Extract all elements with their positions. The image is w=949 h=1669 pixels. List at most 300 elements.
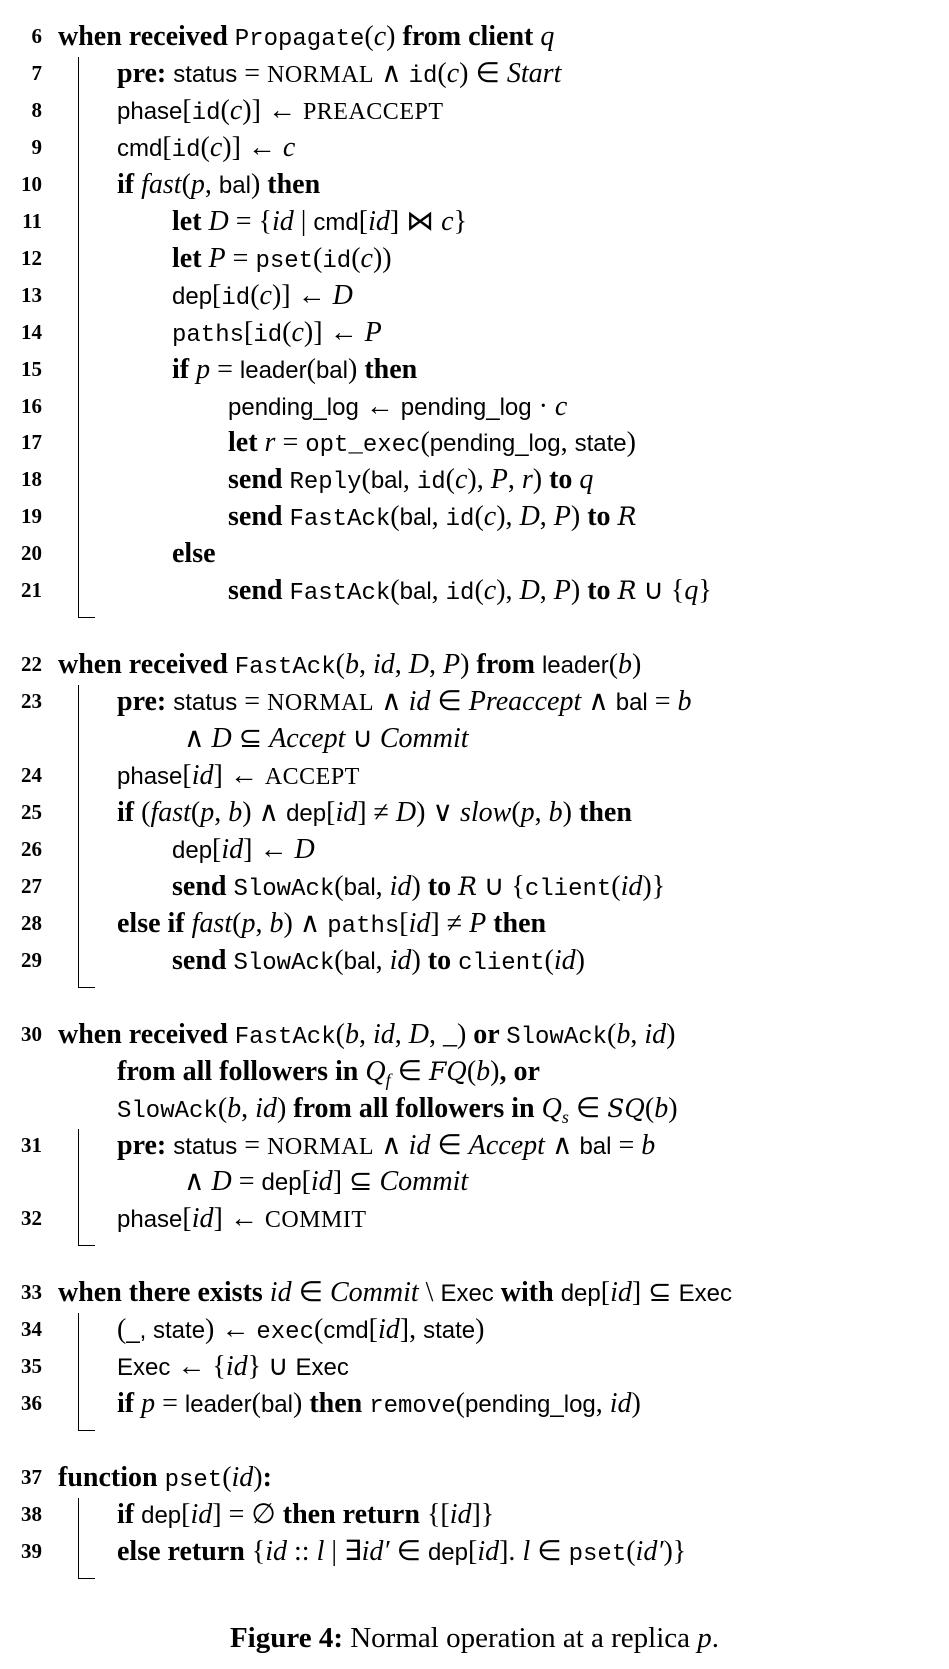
code-token: P	[208, 242, 226, 274]
code-token: ∪ {	[476, 870, 525, 902]
line-number: 14	[21, 319, 42, 344]
code-token: ),	[496, 501, 520, 533]
code-token: ] ←	[213, 1203, 265, 1235]
line-code	[58, 646, 641, 686]
code-token: ) ∨	[416, 796, 460, 828]
code-token: p	[190, 168, 205, 200]
code-token: id	[445, 506, 475, 534]
code-token: D	[211, 1166, 232, 1198]
code-token: b	[641, 1129, 656, 1161]
code-token: ∈	[389, 1535, 428, 1567]
code-token: )	[666, 1018, 676, 1050]
code-token: FastAck	[289, 506, 391, 534]
code-token: pset	[568, 1540, 627, 1568]
line-number: 39	[21, 1538, 42, 1563]
line-number: 27	[21, 873, 42, 898]
code-token: (	[335, 1018, 345, 1050]
code-token: (	[420, 427, 430, 459]
code-token: then	[309, 1388, 370, 1420]
code-token: c	[360, 242, 373, 274]
code-token: )	[411, 944, 428, 976]
code-token: )	[668, 1092, 678, 1124]
line-number: 36	[21, 1391, 42, 1416]
code-token: bal	[260, 1391, 293, 1419]
line-code	[117, 1200, 367, 1239]
code-token: ,	[241, 1092, 256, 1124]
code-token: Propagate	[234, 26, 365, 53]
line-number: 15	[21, 356, 42, 381]
code-token: c	[209, 131, 223, 163]
code-token: Q	[541, 1092, 562, 1124]
line-number: 25	[21, 799, 42, 824]
code-token: Commit	[329, 1277, 419, 1309]
code-token: ] ≠	[430, 907, 470, 939]
code-token: id	[265, 1535, 288, 1567]
code-token: R	[617, 576, 637, 606]
code-token: c	[291, 316, 304, 348]
line-code	[172, 535, 216, 572]
code-token: (	[222, 1462, 232, 1494]
code-token: ].	[499, 1535, 523, 1567]
line-code	[228, 424, 636, 464]
code-token: [	[212, 833, 222, 865]
code-token: ,	[539, 575, 554, 607]
code-token: to	[587, 501, 618, 533]
code-token: ,	[539, 501, 554, 533]
code-token: ∈	[568, 1092, 608, 1124]
code-token: ,	[534, 796, 549, 828]
code-token: ,	[630, 1018, 645, 1050]
code-token: {	[251, 1535, 266, 1567]
line-number: 38	[21, 1502, 42, 1526]
caption-label: Figure 4:	[229, 1622, 343, 1654]
code-token: =	[225, 242, 256, 274]
line-number: 28	[21, 910, 42, 935]
code-token: id	[335, 796, 358, 828]
code-token: ) ∈	[459, 57, 507, 89]
code-token: (	[351, 242, 361, 274]
code-token: id	[221, 284, 251, 312]
code-token: then return	[282, 1499, 427, 1530]
code-token: id	[553, 944, 576, 976]
code-token: ,	[375, 944, 390, 976]
code-token: ∧	[184, 723, 212, 755]
code-token: ) ∧	[283, 907, 328, 939]
code-token: )	[490, 1055, 500, 1087]
line-code	[117, 55, 561, 95]
code-token: leader	[239, 356, 307, 384]
code-token: ),	[496, 575, 520, 607]
code-token: s	[561, 1106, 569, 1127]
code-token: leader	[184, 1391, 252, 1419]
code-token: let	[172, 205, 209, 237]
block-bracket	[78, 1129, 95, 1247]
code-token: Commit	[379, 1166, 469, 1198]
block-bracket	[78, 1313, 95, 1431]
code-token: Q	[365, 1055, 386, 1087]
code-token: when received	[58, 21, 235, 52]
line-code	[172, 314, 382, 354]
code-token: (	[306, 353, 316, 385]
code-token: =	[237, 1129, 268, 1161]
code-token: = {	[228, 205, 272, 237]
code-token: else if	[117, 907, 192, 939]
code-token: FastAck	[234, 654, 336, 682]
code-token: ],	[399, 1314, 424, 1346]
line-number: 13	[21, 282, 42, 307]
code-token: (	[220, 94, 230, 126]
code-token: bal	[399, 578, 432, 606]
code-token: P	[490, 464, 508, 496]
code-token: id	[408, 907, 431, 939]
line-code	[117, 757, 360, 796]
line-code	[117, 905, 546, 945]
code-token: , _)	[428, 1018, 474, 1050]
code-token: D	[519, 501, 540, 533]
code-token: c	[554, 390, 568, 422]
code-token: dep	[261, 1169, 302, 1197]
code-token: q	[540, 21, 555, 52]
code-token: id	[191, 1203, 214, 1235]
code-token: phase	[117, 97, 183, 125]
code-token: ∪	[345, 723, 380, 755]
line-number: 23	[21, 689, 42, 714]
code-token: then	[267, 168, 321, 200]
code-token: send	[228, 501, 290, 533]
code-token: FQ	[428, 1056, 467, 1086]
code-token: id	[377, 1314, 400, 1346]
code-token: ] ⊆	[332, 1166, 380, 1198]
code-token: ∧	[374, 57, 409, 89]
code-token: b	[548, 796, 563, 828]
code-token: phase	[117, 1206, 183, 1234]
code-token: P	[553, 575, 571, 607]
code-token: id	[445, 580, 475, 608]
code-token: id	[389, 870, 412, 902]
line-code	[58, 1459, 272, 1499]
code-token: SQ	[607, 1093, 645, 1123]
code-token: id	[191, 99, 221, 127]
code-token: (	[217, 1092, 228, 1124]
code-token: SlowAck	[117, 1097, 218, 1125]
code-token: ,	[204, 168, 219, 200]
code-token: from all followers in	[117, 1055, 366, 1087]
line-code	[172, 868, 665, 908]
code-token: )	[570, 501, 588, 533]
code-token: id	[221, 833, 244, 865]
code-token: ,	[375, 870, 390, 902]
code-token: if	[117, 168, 142, 200]
code-token: id	[322, 247, 352, 275]
code-token: (	[455, 1388, 465, 1420]
code-token: from all followers in	[293, 1092, 542, 1124]
code-token: ] ⋈	[389, 205, 442, 237]
code-token: (	[474, 501, 484, 533]
code-token: NORMAL	[267, 61, 375, 88]
code-token: }	[453, 205, 468, 237]
code-token: id	[225, 1351, 248, 1383]
code-token: [	[600, 1277, 611, 1309]
code-token: q	[579, 464, 594, 496]
line-code	[58, 1274, 732, 1312]
code-token: state	[574, 430, 627, 458]
line-code	[117, 1348, 349, 1386]
code-token: Start	[506, 57, 562, 89]
code-token: =	[237, 686, 268, 718]
code-token: Accept	[269, 723, 346, 755]
code-token: ,	[428, 649, 443, 681]
code-token: ) ∧	[242, 796, 287, 828]
code-token: =	[611, 1129, 642, 1161]
code-token: c	[373, 21, 387, 52]
code-token: D	[395, 796, 417, 828]
caption-end: .	[711, 1622, 720, 1654]
code-token: [	[468, 1535, 478, 1567]
code-token: dep	[172, 282, 213, 310]
code-token: D	[408, 1018, 429, 1050]
line-code	[117, 1311, 484, 1351]
code-token: P	[364, 316, 382, 348]
line-code	[117, 1127, 655, 1166]
code-token: )] ←	[303, 316, 365, 348]
code-token: \	[418, 1277, 441, 1309]
line-number: 12	[21, 245, 42, 270]
line-code	[117, 683, 692, 722]
line-number: 7	[31, 60, 42, 85]
code-token: id	[368, 205, 390, 237]
code-token: c	[229, 94, 243, 126]
code-token: id	[449, 1499, 472, 1530]
code-token: R	[617, 502, 637, 532]
code-token: id	[477, 1535, 500, 1567]
code-token: pre:	[117, 686, 174, 718]
line-code	[228, 461, 593, 501]
code-token: id	[644, 1018, 667, 1050]
code-token: to	[549, 464, 580, 496]
code-token: ] ←	[243, 833, 295, 865]
line-number: 26	[21, 836, 42, 861]
code-token: client	[458, 949, 545, 977]
code-token: ←	[358, 390, 401, 422]
code-token: )] ←	[222, 131, 283, 163]
code-token: (	[334, 944, 344, 976]
code-token: if	[172, 353, 197, 385]
code-token: id	[408, 62, 438, 90]
line-code	[172, 831, 315, 869]
code-token: bal	[615, 689, 648, 717]
code-token: pending_log	[400, 393, 532, 421]
code-token: c	[446, 57, 460, 89]
code-token: {[	[426, 1499, 450, 1530]
code-token: (	[626, 1535, 636, 1567]
code-token: Reply	[289, 469, 362, 497]
code-token: COMMIT	[264, 1207, 367, 1234]
code-token: ACCEPT	[264, 764, 360, 790]
code-token: =	[231, 1166, 262, 1198]
code-token: b	[228, 796, 243, 828]
code-token: id	[190, 1499, 213, 1530]
code-token: ← {	[170, 1351, 226, 1383]
block-bracket	[78, 685, 95, 988]
code-token: )	[386, 21, 403, 52]
code-token: else return	[117, 1535, 252, 1567]
code-token: ∈	[291, 1277, 330, 1309]
code-token: Exec	[295, 1354, 349, 1382]
code-token: )}	[663, 1535, 687, 1567]
line-code	[172, 351, 417, 389]
code-token: from client	[402, 21, 541, 52]
code-token: id	[272, 205, 294, 237]
code-token: ⊆	[231, 723, 270, 755]
code-token: )	[460, 649, 477, 681]
code-token: )	[250, 168, 268, 200]
code-token: } ∪	[247, 1351, 296, 1383]
code-token: (	[511, 796, 521, 828]
code-token: c	[259, 279, 272, 311]
code-token: [	[182, 760, 192, 791]
code-token: let	[228, 427, 265, 459]
code-token: id	[310, 1166, 333, 1198]
code-token: b	[677, 686, 692, 718]
code-token: ) ←	[205, 1314, 257, 1346]
code-token: FastAck	[234, 1023, 336, 1051]
code-token: Preaccept	[468, 686, 582, 718]
code-token: id	[408, 686, 431, 718]
code-token: (	[117, 1314, 127, 1346]
code-token: )] ←	[242, 94, 303, 126]
code-token: Exec	[117, 1354, 171, 1382]
code-token: ] ≠	[357, 796, 396, 828]
code-token: }	[698, 575, 712, 607]
code-token: ∧	[374, 1129, 409, 1161]
code-token: ,	[358, 649, 373, 681]
code-token: (	[190, 796, 201, 828]
line-number: 32	[21, 1206, 42, 1231]
line-number: 11	[22, 208, 42, 233]
code-token: to	[427, 870, 459, 902]
code-token: Commit	[379, 723, 469, 755]
code-token: )	[575, 944, 585, 976]
code-token: ,	[255, 907, 270, 939]
code-token: pending_log	[429, 430, 561, 458]
line-number: 10	[21, 171, 42, 196]
code-token: PREACCEPT	[302, 98, 444, 125]
code-token: phase	[117, 763, 183, 790]
code-token: (	[251, 1388, 261, 1420]
code-token: status	[173, 60, 238, 88]
code-token: id	[610, 1277, 632, 1309]
code-token: =	[647, 686, 678, 718]
code-token: (	[141, 796, 151, 828]
code-token: if	[117, 796, 142, 828]
line-code	[184, 720, 469, 757]
code-token: cmd	[117, 134, 163, 162]
line-code	[117, 129, 295, 169]
code-token: bal	[218, 171, 251, 199]
code-token: b	[618, 649, 633, 681]
code-token: status	[173, 1132, 238, 1160]
code-token: id	[372, 649, 395, 681]
code-token: )	[632, 649, 642, 681]
code-token: id	[620, 870, 643, 902]
code-token: bal	[315, 356, 348, 384]
code-token: =	[210, 353, 240, 385]
code-token: paths	[327, 912, 400, 940]
line-code	[58, 1016, 675, 1056]
code-token: to	[587, 575, 618, 607]
code-token: )	[292, 1388, 310, 1420]
code-token: ] ←	[213, 760, 265, 791]
line-code	[117, 1496, 494, 1534]
line-number: 22	[21, 652, 42, 677]
code-token: ))	[372, 242, 392, 274]
code-token: id′	[361, 1535, 390, 1567]
code-token: id	[408, 1129, 431, 1161]
code-token: then	[493, 907, 547, 939]
code-token: (	[361, 464, 371, 496]
code-token: ∈	[430, 686, 469, 718]
code-token: ∈	[530, 1535, 569, 1567]
code-token: id	[389, 944, 412, 976]
code-token: leader	[541, 652, 609, 680]
code-token: c	[282, 131, 296, 163]
code-token: (	[334, 870, 344, 902]
code-token: D	[332, 279, 353, 311]
code-token: b	[227, 1092, 242, 1124]
code-token: pset	[164, 1467, 223, 1495]
line-number: 18	[21, 467, 42, 492]
code-token: dep	[141, 1502, 182, 1529]
code-token: [	[368, 1314, 378, 1346]
code-token: when there exists	[58, 1277, 270, 1309]
line-code	[172, 277, 353, 317]
code-token: SlowAck	[233, 949, 335, 977]
code-token: id′	[635, 1535, 664, 1567]
caption-var: p	[697, 1622, 712, 1654]
code-token: ,	[560, 427, 575, 459]
code-token: D	[211, 723, 232, 755]
code-token: ::	[287, 1535, 317, 1567]
line-number: 31	[21, 1132, 42, 1157]
line-code	[172, 203, 467, 241]
code-token: [	[358, 205, 369, 237]
code-token: R	[458, 871, 477, 901]
code-token: ∧	[184, 1166, 212, 1198]
code-token: dep	[427, 1538, 468, 1566]
code-token: =	[275, 427, 306, 459]
line-number: 19	[21, 504, 42, 529]
code-token: ,	[431, 575, 446, 607]
line-number: 33	[21, 1280, 42, 1305]
line-number: 34	[21, 1317, 42, 1342]
code-token: bal	[370, 467, 403, 495]
code-token: )}	[642, 870, 666, 902]
line-number: 8	[31, 97, 42, 122]
code-token: send	[172, 870, 234, 902]
line-code	[117, 1533, 686, 1573]
code-token: )	[631, 1388, 641, 1420]
code-token: (	[390, 575, 400, 607]
code-token: FastAck	[289, 580, 391, 608]
code-token: Exec	[678, 1280, 733, 1308]
code-token: b	[476, 1055, 491, 1087]
code-token: (	[445, 464, 455, 496]
code-token: fast	[150, 796, 191, 828]
code-token: (	[466, 1055, 477, 1087]
line-number: 37	[21, 1465, 42, 1490]
line-code	[228, 498, 636, 538]
code-token: f	[385, 1069, 391, 1090]
